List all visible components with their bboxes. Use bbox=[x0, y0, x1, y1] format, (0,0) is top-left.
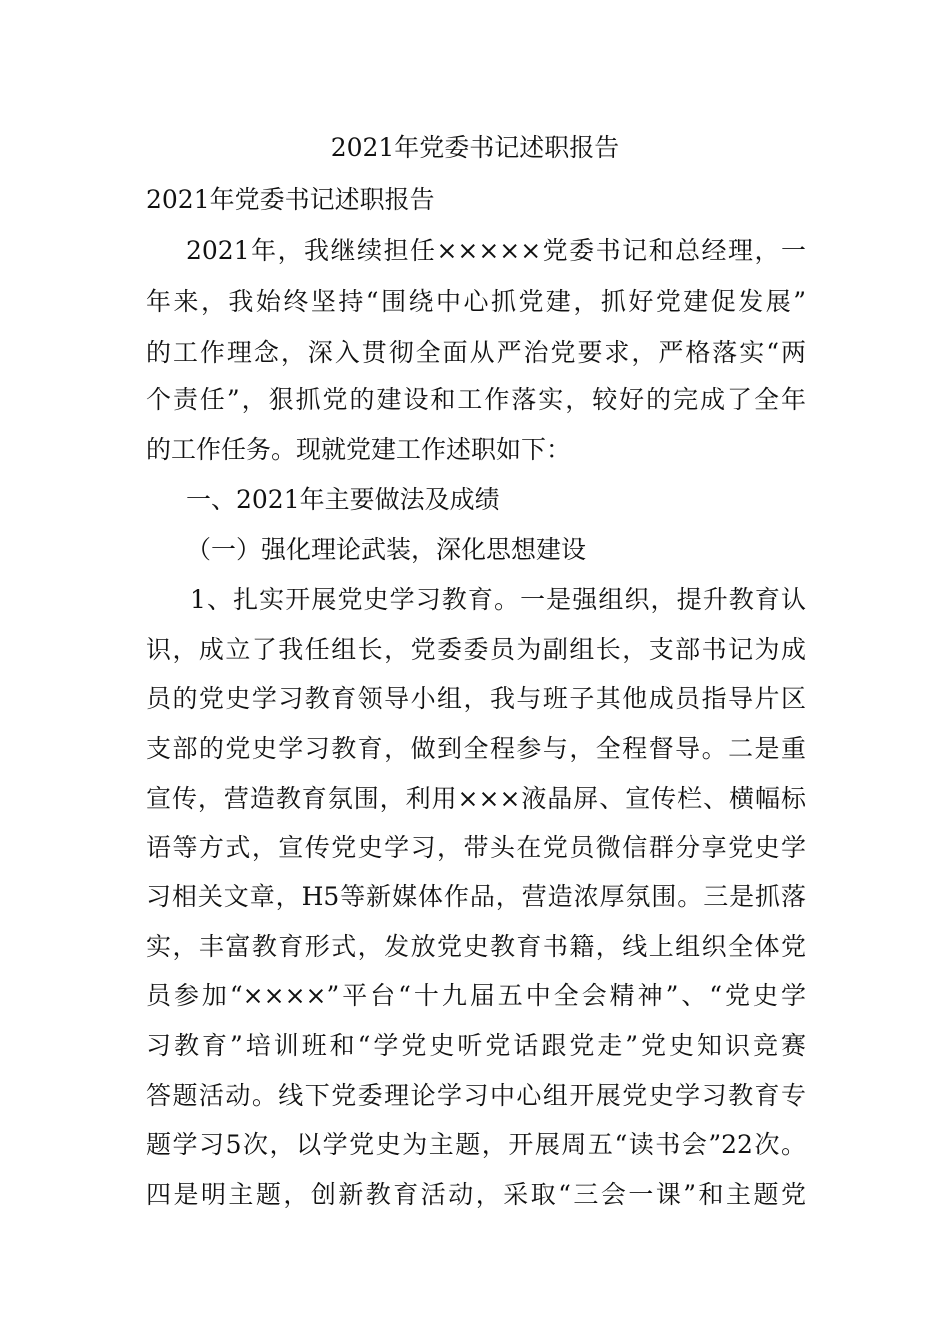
paragraph-2-line-1: 1、扎实开展党史学习教育。一是强组织，提升教育认 bbox=[190, 585, 806, 614]
section-heading-1: 一、2021年主要做法及成绩 bbox=[186, 485, 500, 514]
paragraph-2-line-7: 习相关文章，H5等新媒体作品，营造浓厚氛围。三是抓落 bbox=[146, 882, 806, 911]
paragraph-2-line-9: 员参加“××××”平台“十九届五中全会精神”、“党史学 bbox=[146, 981, 806, 1010]
document-subtitle: 2021年党委书记述职报告 bbox=[146, 185, 435, 214]
paragraph-1-line-4: 个责任”，狠抓党的建设和工作落实，较好的完成了全年 bbox=[146, 385, 806, 414]
paragraph-2-line-2: 识，成立了我任组长，党委委员为副组长，支部书记为成 bbox=[146, 635, 806, 664]
paragraph-1-line-5: 的工作任务。现就党建工作述职如下： bbox=[146, 435, 572, 464]
document-title: 2021年党委书记述职报告 bbox=[330, 133, 620, 162]
paragraph-2-line-11: 答题活动。线下党委理论学习中心组开展党史学习教育专 bbox=[146, 1081, 806, 1110]
paragraph-2-line-5: 宣传，营造教育氛围，利用×××液晶屏、宣传栏、横幅标 bbox=[146, 784, 806, 813]
paragraph-2-line-12: 题学习5次，以学党史为主题，开展周五“读书会”22次。 bbox=[146, 1130, 806, 1159]
paragraph-2-line-13: 四是明主题，创新教育活动，采取“三会一课”和主题党 bbox=[146, 1180, 806, 1209]
paragraph-2-line-6: 语等方式，宣传党史学习，带头在党员微信群分享党史学 bbox=[146, 833, 806, 862]
paragraph-2-line-3: 员的党史学习教育领导小组，我与班子其他成员指导片区 bbox=[146, 684, 806, 713]
paragraph-1-line-2: 年来，我始终坚持“围绕中心抓党建，抓好党建促发展” bbox=[146, 287, 806, 316]
paragraph-2-line-4: 支部的党史学习教育，做到全程参与，全程督导。二是重 bbox=[146, 734, 806, 763]
paragraph-2-line-8: 实，丰富教育形式，发放党史教育书籍，线上组织全体党 bbox=[146, 932, 806, 961]
paragraph-2-line-10: 习教育”培训班和“学党史听党话跟党走”党史知识竞赛 bbox=[146, 1031, 806, 1060]
paragraph-1-line-3: 的工作理念，深入贯彻全面从严治党要求，严格落实“两 bbox=[146, 338, 806, 367]
paragraph-1-line-1: 2021年，我继续担任×××××党委书记和总经理，一 bbox=[186, 236, 806, 265]
section-heading-2: （一）强化理论武装，深化思想建设 bbox=[186, 535, 587, 564]
